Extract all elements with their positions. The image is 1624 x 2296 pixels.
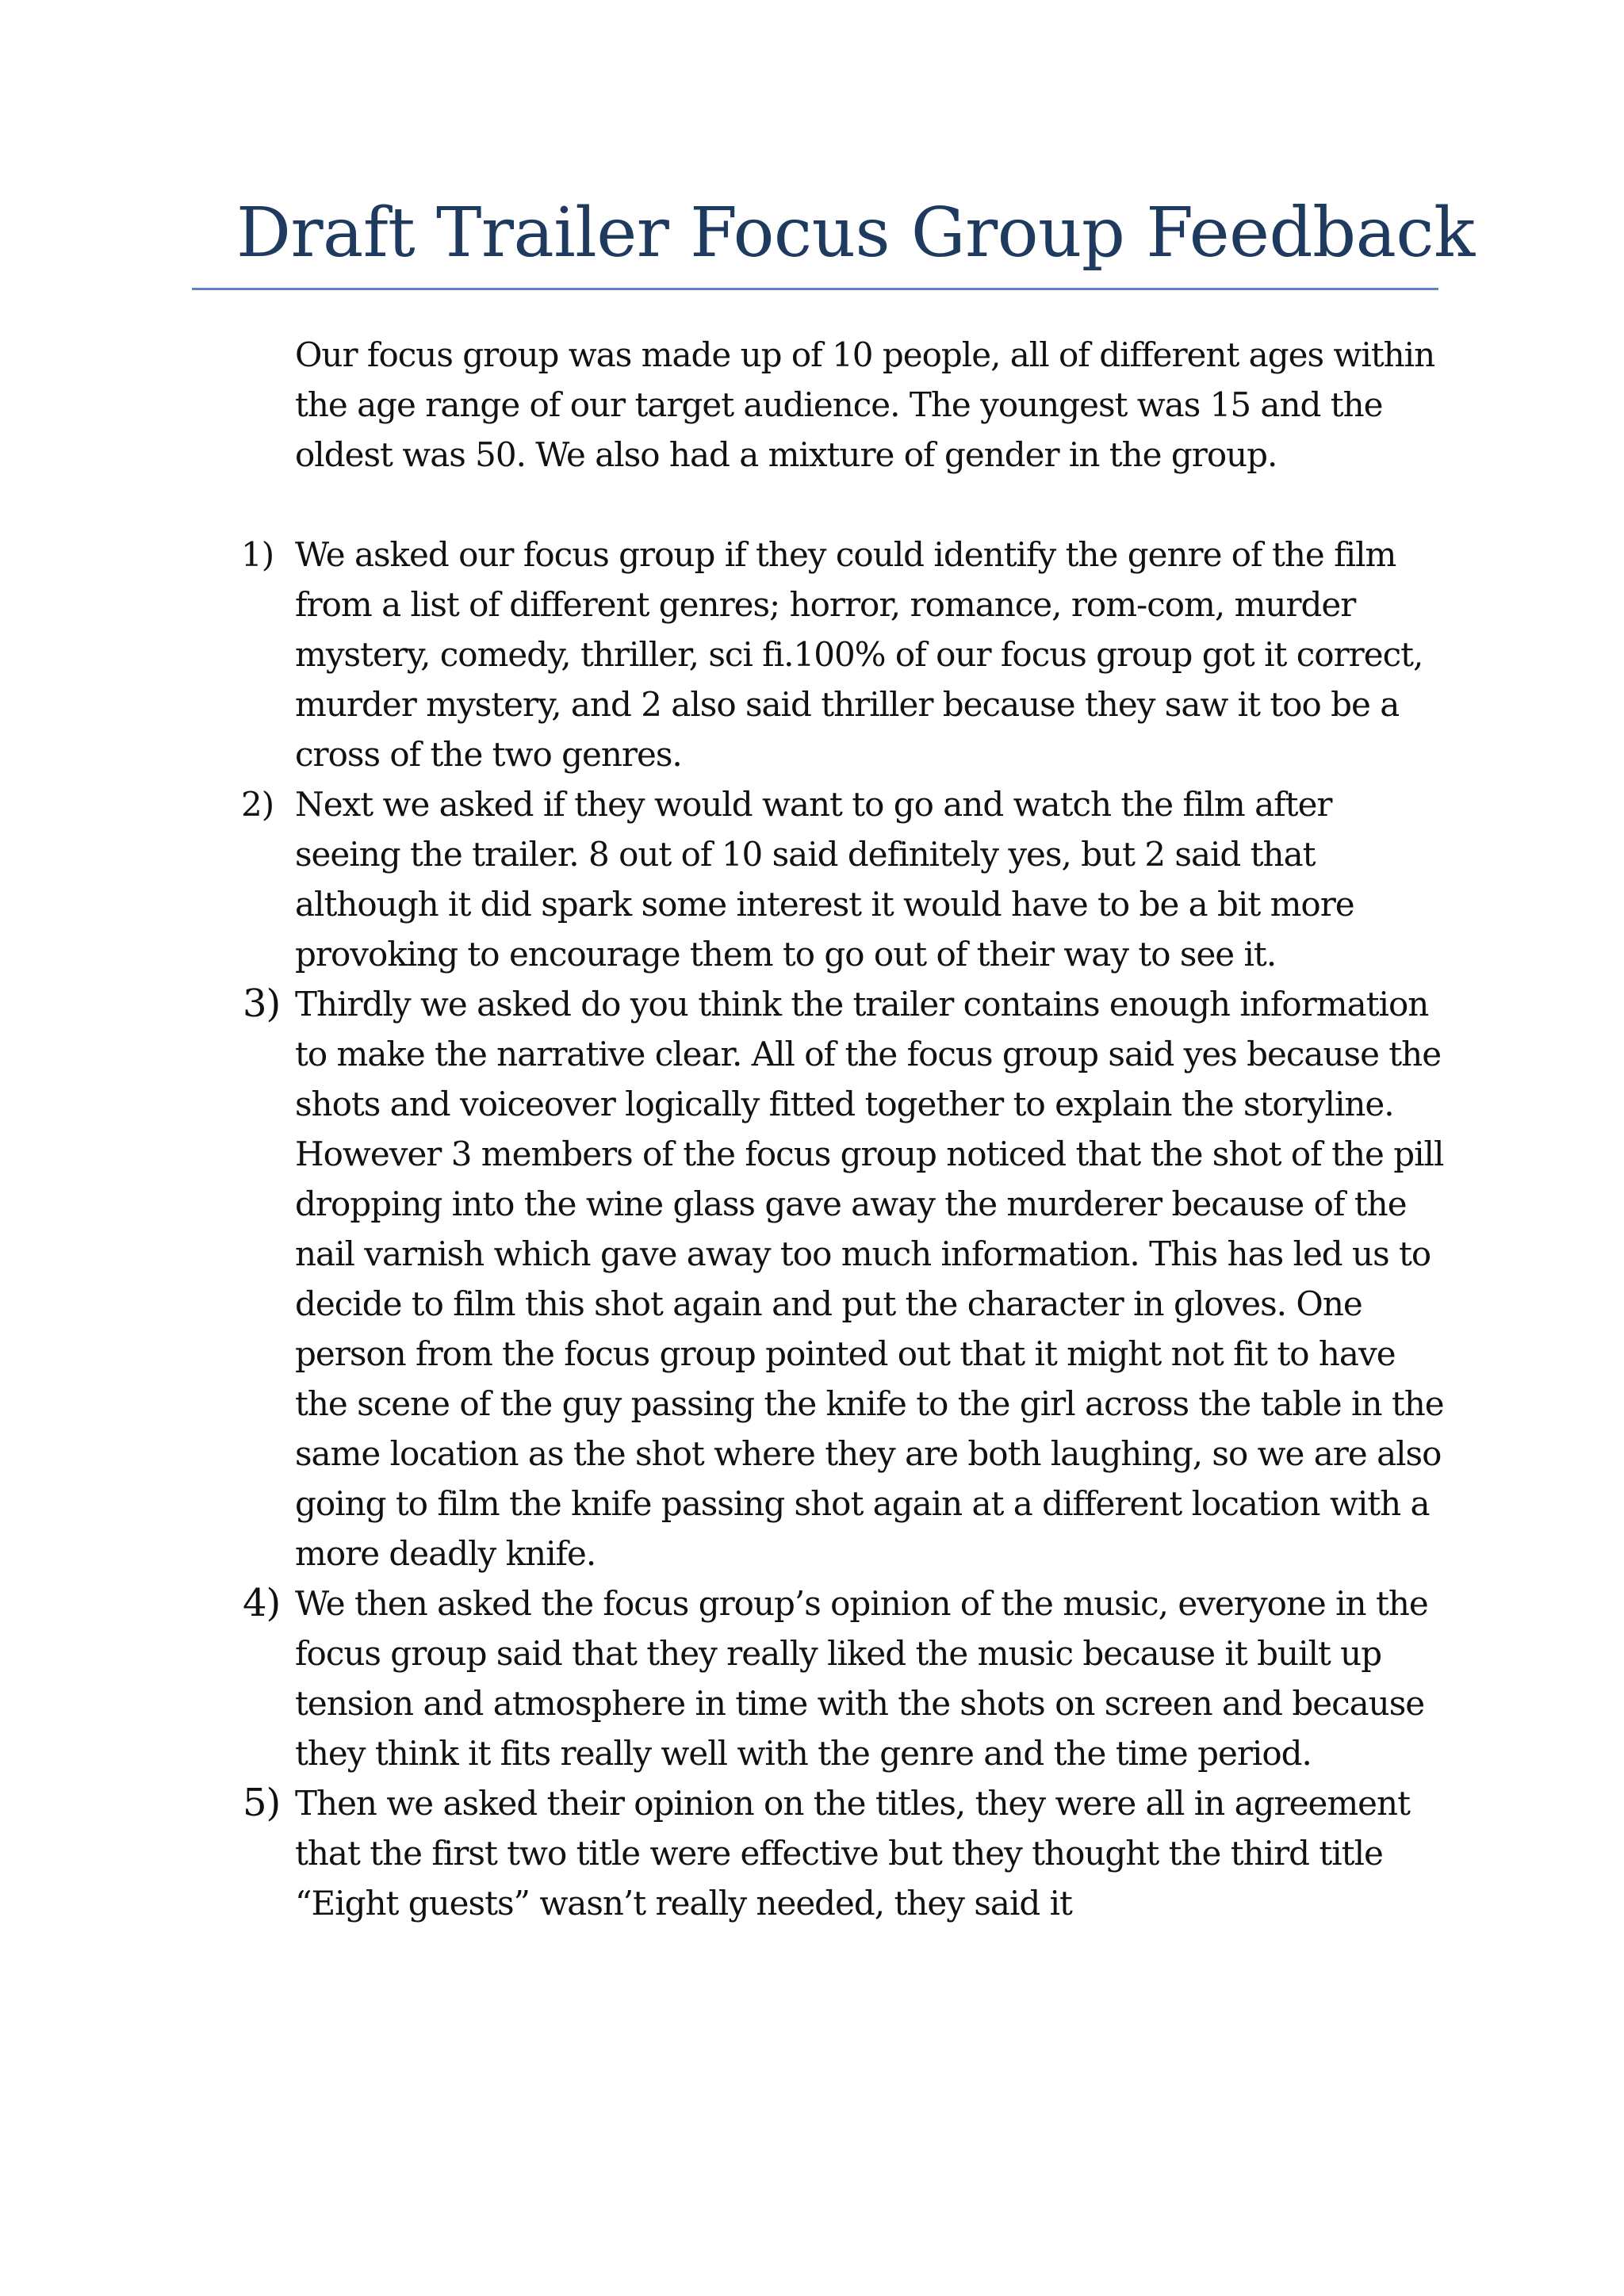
feedback-list (241, 530, 1445, 1928)
feedback-item-1 (241, 530, 1445, 779)
item-number: 4) (243, 1581, 281, 1625)
feedback-item-5 (243, 1778, 1445, 1928)
item-number: 5) (243, 1781, 281, 1825)
document-title: Draft Trailer Focus Group Feedback (236, 193, 1475, 273)
feedback-item-2 (241, 779, 1445, 979)
feedback-item-3 (243, 979, 1445, 1578)
item-number: 1) (241, 535, 274, 574)
intro-paragraph: Our focus group was made up of 10 people, all of different ages within the age range of our target audience. The youngest was 15 and the oldest was 50. We also had a mixture of gender in the group. (295, 335, 1435, 474)
title-underline (192, 288, 1438, 290)
document-body (241, 330, 1445, 1928)
item-text: Next we asked if they would want to go and watch the film after seeing the trailer. 8 out of 10 said definitely yes, but 2 said that although it did spark some interest it would have to be a bit more provoking to encourage them to go out of their way to see it. (295, 785, 1354, 974)
item-text: Then we asked their opinion on the titles, they were all in agreement that the first two title were effective but they thought the third title “Eight guests” wasn’t really needed, they said it (295, 1784, 1410, 1923)
item-text: Thirdly we asked do you think the trailer contains enough information to make the narrative clear. All of the focus group said yes because the shots and voiceover logically fitted together to explain the storyline. However 3 members of the focus group noticed that the shot of the pill dropping into the wine glass gave away the murderer because of the nail varnish which gave away too much information. This has led us to decide to film this shot again and put the character in gloves. One person from the focus group pointed out that it might not fit to have the scene of the guy passing the knife to the girl across the table in the same location as the shot where they are both laughing, so we are also going to film the knife passing shot again at a different location with a more deadly knife. (295, 985, 1444, 1573)
item-number: 2) (241, 785, 274, 824)
feedback-item-4 (243, 1578, 1445, 1778)
item-text: We asked our focus group if they could identify the genre of the film from a list of different genres; horror, romance, rom-com, murder mystery, comedy, thriller, sci fi.100% of our focus group got it correct, murder mystery, and 2 also said thriller because they saw it too be a cross of the two genres. (295, 535, 1423, 774)
item-number: 3) (243, 982, 281, 1026)
item-text: We then asked the focus group’s opinion of the music, everyone in the focus group said that they really liked the music because it built up tension and atmosphere in time with the shots on screen and because they think it fits really well with the genre and the time period. (295, 1584, 1428, 1773)
